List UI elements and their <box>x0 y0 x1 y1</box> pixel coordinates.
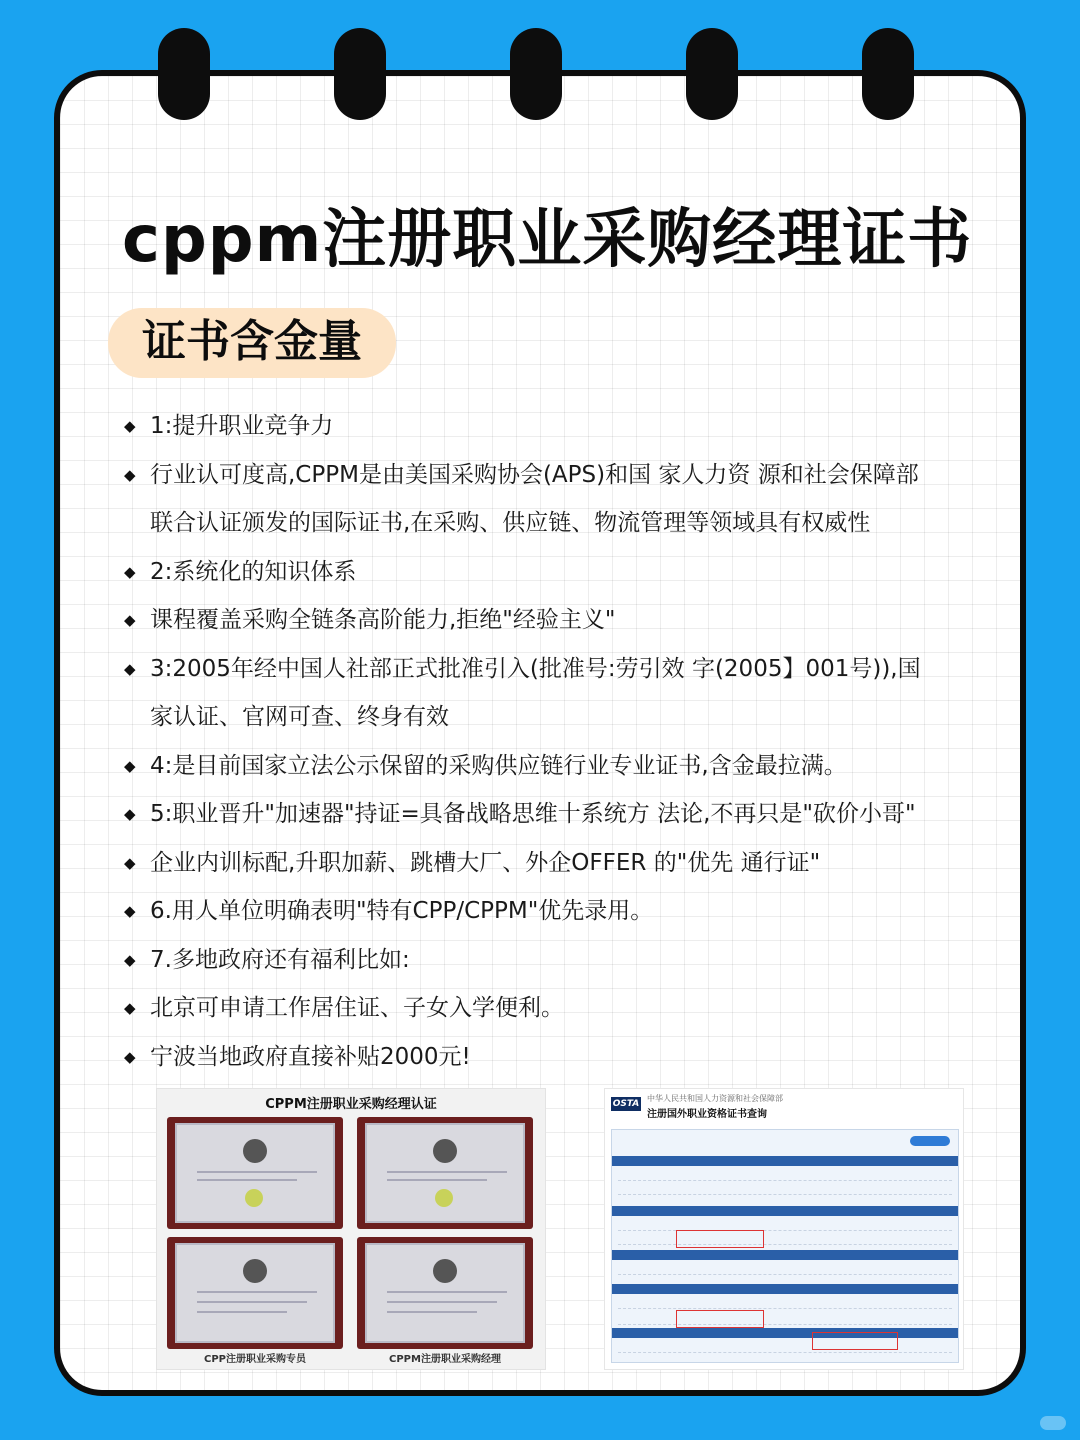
seal-icon <box>243 1259 267 1283</box>
binder-ring <box>510 28 562 120</box>
list-item: ◆ 行业认可度高,CPPM是由美国采购协会(APS)和国 家人力资 源和社会保障部 <box>118 451 1018 500</box>
diamond-bullet-icon: ◆ <box>124 562 136 581</box>
list-item: ◆ 6.用人单位明确表明"特有CPP/CPPM"优先录用。 <box>118 887 1018 936</box>
diamond-bullet-icon: ◆ <box>124 756 136 775</box>
list-item: ◆ 宁波当地政府直接补贴2000元! <box>118 1033 1018 1082</box>
certificates-photo-title: CPPM注册职业采购经理认证 <box>265 1097 437 1112</box>
benefit-list <box>118 402 1018 1081</box>
diamond-bullet-icon: ◆ <box>124 465 136 484</box>
list-item-continuation: 联合认证颁发的国际证书,在采购、供应链、物流管理等领域具有权威性 <box>150 510 871 536</box>
certificates-photo <box>156 1088 546 1370</box>
highlight-box <box>676 1310 764 1328</box>
seal-icon <box>243 1139 267 1163</box>
certificate-cpp-chinese <box>167 1237 343 1365</box>
certificate-cppm-english <box>357 1117 533 1229</box>
query-button <box>910 1136 950 1146</box>
osta-query-screenshot <box>604 1088 964 1370</box>
diamond-bullet-icon: ◆ <box>124 950 136 969</box>
certificate-cpp-english <box>167 1117 343 1229</box>
list-item: ◆ 课程覆盖采购全链条高阶能力,拒绝"经验主义" <box>118 596 1018 645</box>
diamond-bullet-icon: ◆ <box>124 1047 136 1066</box>
list-item: ◆ 5:职业晋升"加速器"持证=具备战略思维十系统方 法论,不再只是"砍价小哥" <box>118 790 1018 839</box>
gold-seal-icon <box>435 1189 453 1207</box>
binder-ring <box>686 28 738 120</box>
diamond-bullet-icon: ◆ <box>124 611 136 629</box>
ministry-name: 中华人民共和国人力资源和社会保障部 <box>647 1094 783 1103</box>
binder-ring <box>862 28 914 120</box>
diamond-bullet-icon: ◆ <box>124 805 136 823</box>
diamond-bullet-icon: ◆ <box>124 417 136 435</box>
binder-ring <box>158 28 210 120</box>
list-item: ◆ 3:2005年经中国人社部正式批准引入(批准号:劳引效 字(2005】001号)),国 <box>118 645 1018 694</box>
seal-icon <box>433 1139 457 1163</box>
highlight-box <box>676 1230 764 1248</box>
watermark <box>1040 1416 1066 1430</box>
gold-seal-icon <box>245 1189 263 1207</box>
list-item: ◆ 企业内训标配,升职加薪、跳槽大厂、外企OFFER 的"优先 通行证" <box>118 839 1018 888</box>
notebook-page <box>54 70 1026 1396</box>
list-item: ◆ 4:是目前国家立法公示保留的采购供应链行业专业证书,含金最拉满。 <box>118 742 1018 791</box>
diamond-bullet-icon: ◆ <box>124 902 136 920</box>
section-heading: 证书含金量 <box>142 316 362 367</box>
diamond-bullet-icon: ◆ <box>124 659 136 678</box>
list-item: ◆ 北京可申请工作居住证、子女入学便利。 <box>118 984 1018 1033</box>
query-result-panel <box>611 1129 959 1363</box>
subtitle-highlight <box>108 308 396 378</box>
diamond-bullet-icon: ◆ <box>124 853 136 872</box>
certificate-label: CPP注册职业采购专员 <box>204 1354 306 1365</box>
diamond-bullet-icon: ◆ <box>124 999 136 1017</box>
list-item: ◆ 1:提升职业竞争力 <box>118 402 1018 451</box>
list-item-continuation: 家认证、官网可查、终身有效 <box>150 704 449 730</box>
osta-logo: OSTA <box>612 1099 640 1109</box>
list-item: ◆ 7.多地政府还有福利比如: <box>118 936 1018 985</box>
seal-icon <box>433 1259 457 1283</box>
binder-ring <box>334 28 386 120</box>
page-title: cppm注册职业采购经理证书 <box>122 203 973 277</box>
query-site-title: 注册国外职业资格证书查询 <box>647 1109 767 1120</box>
list-item: ◆ 2:系统化的知识体系 <box>118 548 1018 597</box>
certificate-label: CPPM注册职业采购经理 <box>389 1354 501 1365</box>
certificate-cppm-chinese <box>357 1237 533 1365</box>
